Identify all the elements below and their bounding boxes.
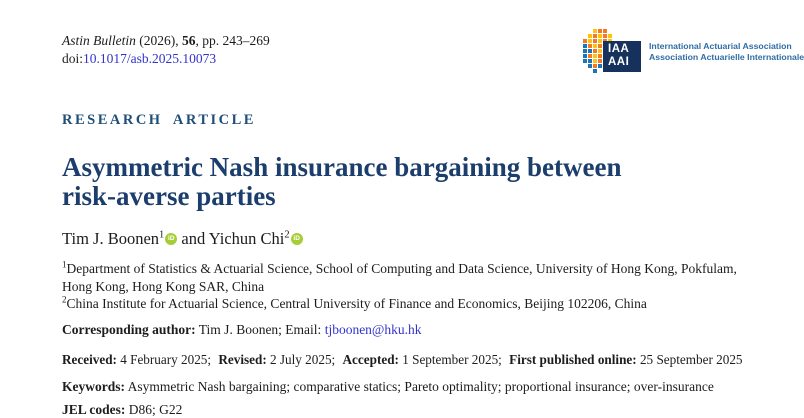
author-name: Yichun Chi — [208, 229, 285, 248]
author-affil-sup: 2 — [284, 229, 290, 241]
iaa-acronym-bottom: AAI — [608, 56, 630, 68]
author-separator: and — [177, 229, 209, 248]
corresponding-text: Tim J. Boonen; Email: — [195, 321, 325, 337]
affiliation-sup: 1 — [62, 259, 67, 270]
history-label: Received: — [62, 351, 117, 367]
corresponding-author-line — [62, 321, 762, 338]
article-history — [62, 351, 762, 368]
article-type-kicker: RESEARCH ARTICLE — [62, 112, 256, 128]
volume-number: 56 — [182, 33, 196, 48]
affiliation-item — [62, 260, 762, 295]
affiliation-text: Department of Statistics & Actuarial Science, School of Computing and Data Science, University of Hong Kong, Pokfulam, Hong Kong, Hong Kong SAR, China — [62, 261, 737, 294]
history-value: 25 September 2025 — [636, 351, 743, 367]
iaa-acronym-top: IAA — [608, 43, 630, 55]
history-label: Revised: — [218, 351, 267, 367]
affiliation-item — [62, 295, 762, 313]
history-item — [343, 352, 502, 367]
history-item — [62, 352, 211, 367]
keywords-line — [62, 378, 762, 395]
keywords-text: Asymmetric Nash bargaining; comparative statics; Pareto optimality; proportional insurance; over-insurance — [125, 378, 714, 394]
journal-citation — [62, 32, 762, 49]
citation-year: (2026), — [135, 33, 182, 48]
history-item — [509, 352, 742, 367]
affiliation-text: China Institute for Actuarial Science, Central University of Finance and Economics, Beijing 102206, China — [66, 296, 647, 311]
journal-name: Astin Bulletin — [62, 33, 136, 48]
history-value: 4 February 2025; — [116, 351, 212, 367]
history-label: Accepted: — [342, 351, 399, 367]
history-label: First published online: — [509, 351, 637, 367]
author-line — [62, 228, 762, 249]
history-item — [218, 352, 335, 367]
orcid-icon[interactable]: iD — [165, 233, 177, 245]
iaa-caption-line1: International Actuarial Association — [649, 41, 792, 51]
article-title: Asymmetric Nash insurance bargaining between risk-averse parties — [62, 152, 622, 211]
iaa-caption-line2: Association Actuarielle Internationale — [649, 52, 804, 62]
author-name: Tim J. Boonen — [62, 229, 160, 248]
corresponding-email-link[interactable]: tjboonen@hku.hk — [324, 321, 422, 337]
page-range: , pp. 243–269 — [195, 33, 270, 48]
doi-label: doi: — [62, 51, 84, 66]
affiliation-sup: 2 — [62, 294, 67, 305]
history-value: 2 July 2025; — [266, 351, 336, 367]
author-affil-sup: 1 — [159, 229, 165, 241]
jel-label: JEL codes: — [62, 401, 126, 417]
doi-link[interactable]: 10.1017/asb.2025.10073 — [83, 51, 217, 66]
corresponding-label: Corresponding author: — [62, 321, 196, 337]
doi-line — [62, 50, 762, 67]
affiliations — [62, 260, 762, 313]
orcid-icon[interactable]: iD — [291, 233, 303, 245]
history-value: 1 September 2025; — [398, 351, 502, 367]
jel-text: D86; G22 — [125, 401, 183, 417]
jel-codes-line — [62, 401, 762, 418]
keywords-label: Keywords: — [62, 378, 125, 394]
